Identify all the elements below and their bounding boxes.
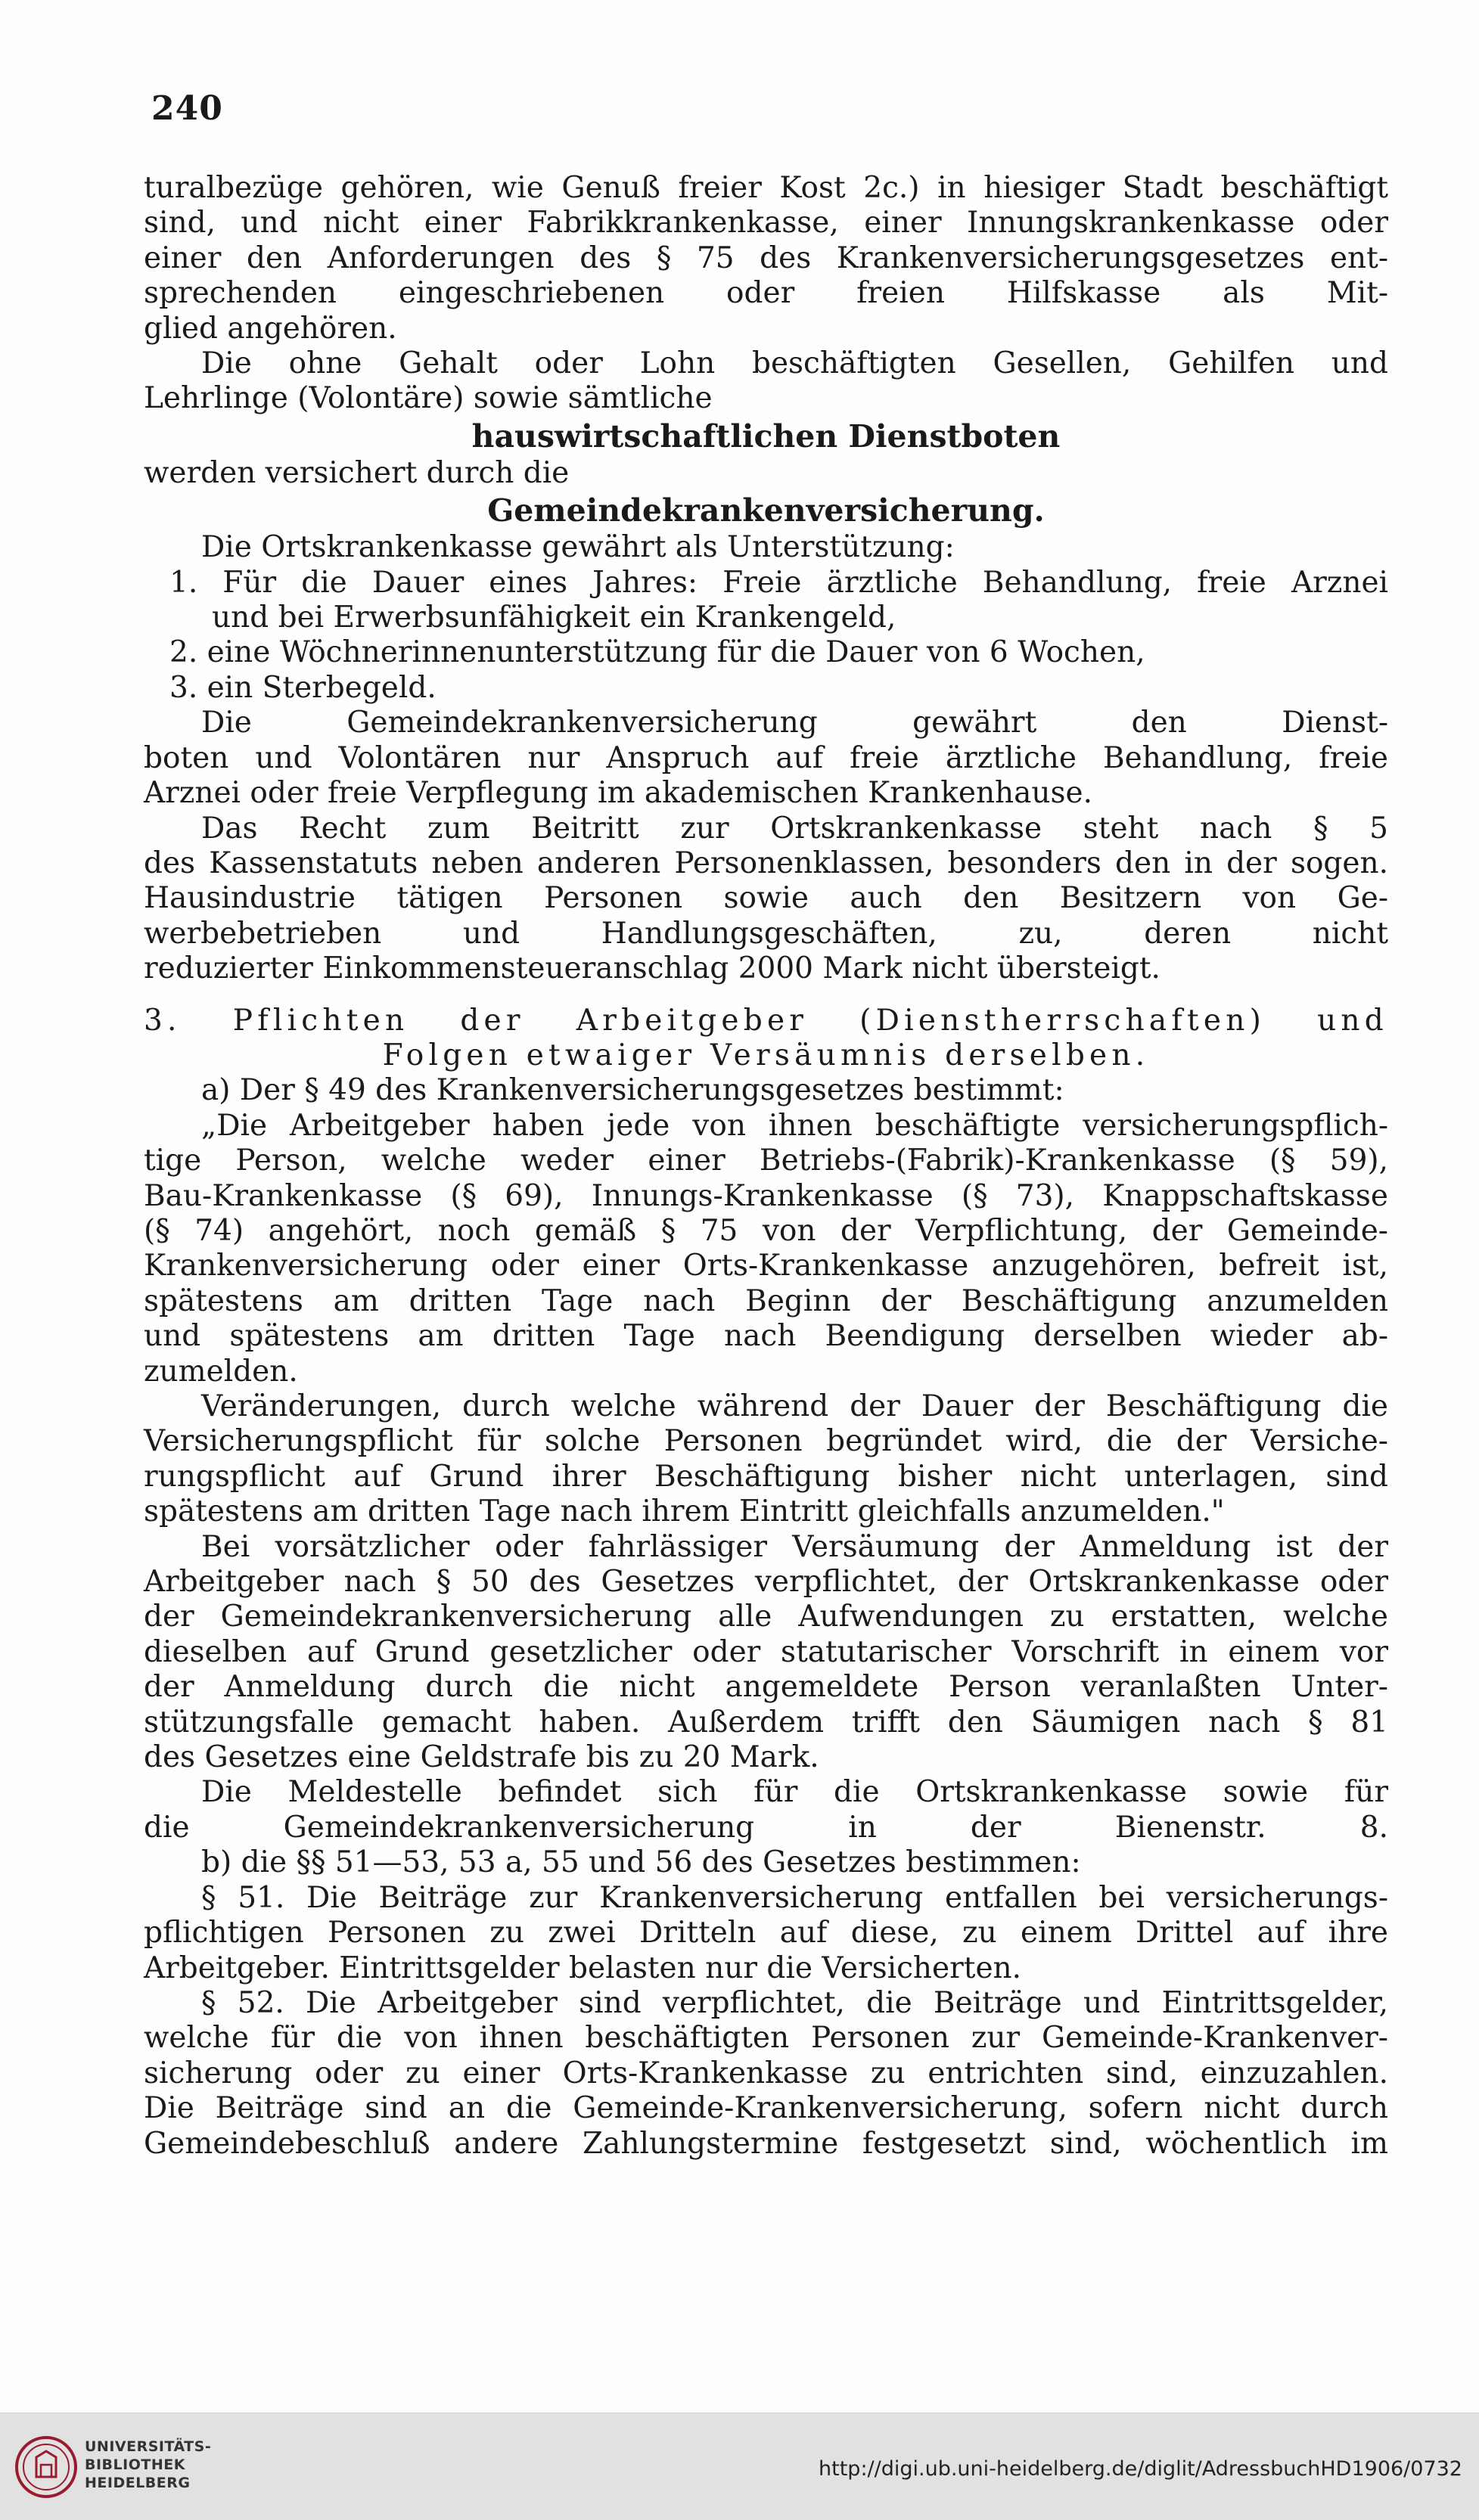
quote-line: spätestens am dritten Tage nach ihrem Eintritt gleichfalls anzumelden." (144, 1494, 1225, 1529)
logo-line: UNIVERSITÄTS- (85, 2438, 212, 2455)
logo-line: HEIDELBERG (85, 2475, 191, 2491)
text-line: werden versichert durch die (144, 455, 570, 490)
text-line: dieselben auf Grund gesetzlicher oder statutarischer Vorschrift in einem vor (144, 1634, 1388, 1669)
library-logo-text (85, 2438, 211, 2492)
quote-line: und spätestens am dritten Tage nach Beendigung derselben wieder ab- (144, 1319, 1388, 1354)
text-line: sprechenden eingeschriebenen oder freien Hilfskasse als Mit- (144, 276, 1388, 311)
list-item: 2. eine Wöchnerinnenunterstützung für die Dauer von 6 Wochen, (169, 635, 1145, 670)
text-line: Arznei oder freie Verpflegung im akademischen Krankenhause. (144, 776, 1093, 811)
text-line: Die Gemeindekrankenversicherung gewährt den Dienst- (201, 706, 1388, 740)
text-line: stützungsfalle gemacht haben. Außerdem trifft den Säumigen nach § 81 (144, 1705, 1388, 1739)
text-line: werbebetrieben und Handlungsgeschäften, zu, deren nicht (144, 916, 1388, 951)
quote-line: Bau-Krankenkasse (§ 69), Innungs-Krankenkasse (§ 73), Knappschaftskasse (144, 1178, 1388, 1213)
text-line: des Gesetzes eine Geldstrafe bis zu 20 Mark. (144, 1740, 819, 1775)
university-seal-icon (14, 2435, 79, 2500)
text-line: Arbeitgeber nach § 50 des Gesetzes verpflichtet, der Ortskrankenkasse oder (144, 1565, 1388, 1600)
quote-line: spätestens am dritten Tage nach Beginn der Beschäftigung anzumelden (144, 1283, 1388, 1318)
text-line: sind, und nicht einer Fabrikkrankenkasse, einer Innungskrankenkasse oder (144, 206, 1388, 241)
list-item-continuation: und bei Erwerbsunfähigkeit ein Krankengeld, (212, 601, 896, 635)
text-line: a) Der § 49 des Krankenversicherungsgesetzes bestimmt: (201, 1073, 1064, 1108)
page-text (144, 171, 1388, 2162)
text-line: turalbezüge gehören, wie Genuß freier Kost 2c.) in hiesiger Stadt beschäftigt (144, 171, 1388, 205)
text-line: Hausindustrie tätigen Personen sowie auch den Besitzern von Ge- (144, 881, 1388, 916)
quote-line: „Die Arbeitgeber haben jede von ihnen beschäftigte versicherungspflich- (201, 1108, 1388, 1143)
text-line: Das Recht zum Beitritt zur Ortskrankenkasse steht nach § 5 (201, 811, 1388, 846)
list-item: 1. Für die Dauer eines Jahres: Freie ärztliche Behandlung, freie Arznei (169, 565, 1388, 600)
text-line: Die Beiträge sind an die Gemeinde-Krankenversicherung, sofern nicht durch (144, 2091, 1388, 2126)
text-line: Die ohne Gehalt oder Lohn beschäftigten Gesellen, Gehilfen und (201, 346, 1388, 381)
quote-line: rungspflicht auf Grund ihrer Beschäftigung bisher nicht unterlagen, sind (144, 1459, 1388, 1494)
section-heading-continuation: Folgen etwaiger Versäumnis derselben. (382, 1038, 1150, 1072)
section-heading: 3. Pflichten der Arbeitgeber (Dienstherrschaften) und (144, 1003, 1388, 1038)
text-line: welche für die von ihnen beschäftigten Personen zur Gemeinde-Krankenver- (144, 2021, 1388, 2056)
text-line: boten und Volontären nur Anspruch auf freie ärztliche Behandlung, freie (144, 740, 1388, 775)
text-line: Gemeindebeschluß andere Zahlungstermine festgesetzt sind, wöchentlich im (144, 2126, 1388, 2161)
text-line: sicherung oder zu einer Orts-Krankenkasse zu entrichten sind, einzuzahlen. (144, 2056, 1388, 2090)
text-line: glied angehören. (144, 311, 397, 346)
text-line: die Gemeindekrankenversicherung in der Bienenstr. 8. (144, 1810, 1388, 1845)
logo-line: BIBLIOTHEK (85, 2456, 185, 2473)
section-heading: Gemeindekrankenversicherung. (487, 492, 1045, 529)
section-heading: hauswirtschaftlichen Dienstboten (471, 417, 1061, 455)
text-line: b) die §§ 51—53, 53 a, 55 und 56 des Gesetzes bestimmen: (201, 1845, 1081, 1880)
text-line: einer den Anforderungen des § 75 des Krankenversicherungsgesetzes ent- (144, 241, 1388, 275)
text-line: Die Ortskrankenkasse gewährt als Unterstützung: (201, 530, 955, 565)
text-line: des Kassenstatuts neben anderen Personenklassen, besonders den in der sogen. (144, 846, 1388, 880)
text-line: § 51. Die Beiträge zur Krankenversicherung entfallen bei versicherungs- (201, 1880, 1388, 1915)
list-item: 3. ein Sterbegeld. (169, 670, 437, 705)
quote-line: (§ 74) angehört, noch gemäß § 75 von der Verpflichtung, der Gemeinde- (144, 1213, 1388, 1248)
text-line: Arbeitgeber. Eintrittsgelder belasten nur die Versicherten. (144, 1951, 1022, 1985)
text-line: reduzierter Einkommensteueranschlag 2000 Mark nicht übersteigt. (144, 951, 1161, 986)
quote-line: Versicherungspflicht für solche Personen begründet wird, die der Versiche- (144, 1424, 1388, 1459)
text-line: pflichtigen Personen zu zwei Dritteln auf diese, zu einem Drittel auf ihre (144, 1916, 1388, 1951)
text-line: der Gemeindekrankenversicherung alle Aufwendungen zu erstatten, welche (144, 1600, 1388, 1634)
quote-line: zumelden. (144, 1354, 298, 1389)
quote-line: tige Person, welche weder einer Betriebs-(Fabrik)-Krankenkasse (§ 59), (144, 1144, 1388, 1178)
source-url-link[interactable]: http://digi.ub.uni-heidelberg.de/diglit/AdressbuchHD1906/0732 (819, 2457, 1462, 2481)
quote-line: Veränderungen, durch welche während der Dauer der Beschäftigung die (201, 1389, 1388, 1423)
text-line: Bei vorsätzlicher oder fahrlässiger Versäumung der Anmeldung ist der (201, 1529, 1388, 1564)
text-line: Die Meldestelle befindet sich für die Ortskrankenkasse sowie für (201, 1775, 1388, 1810)
page-number: 240 (151, 89, 223, 128)
text-line: Lehrlinge (Volontäre) sowie sämtliche (144, 381, 713, 416)
quote-line: Krankenversicherung oder einer Orts-Krankenkasse anzugehören, befreit ist, (144, 1249, 1388, 1283)
text-line: der Anmeldung durch die nicht angemeldete Person veranlaßten Unter- (144, 1670, 1388, 1705)
footer-bar (0, 2413, 1479, 2520)
text-line: § 52. Die Arbeitgeber sind verpflichtet, die Beiträge und Eintrittsgelder, (201, 1985, 1388, 2020)
